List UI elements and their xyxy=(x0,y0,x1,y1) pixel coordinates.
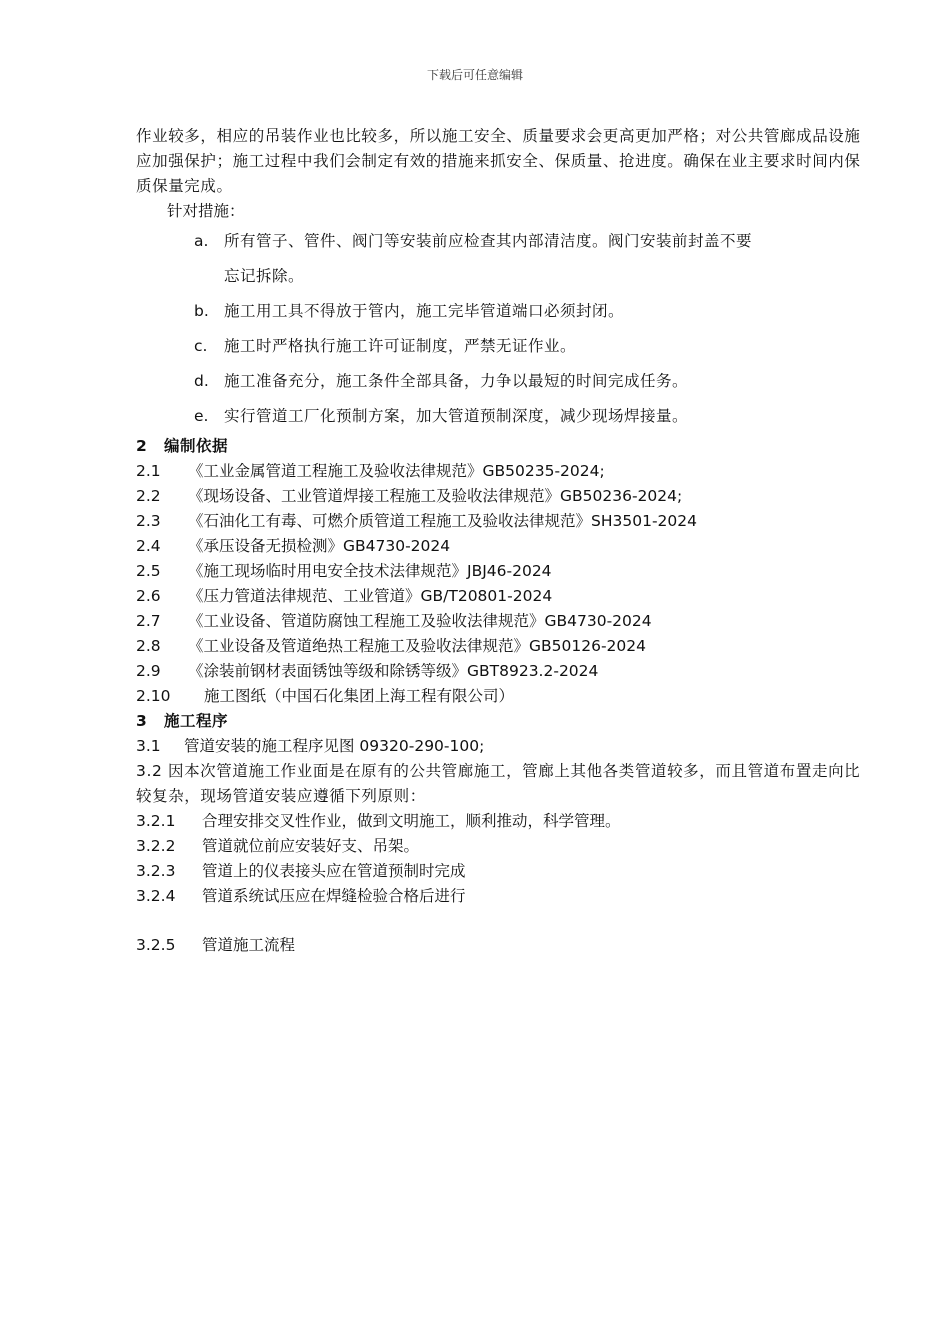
principles-list xyxy=(136,809,866,909)
list-item xyxy=(136,933,866,958)
item-number: 3.1 xyxy=(136,737,161,755)
list-item-text: 施工用工具不得放于管内，施工完毕管道端口必须封闭。 xyxy=(224,302,625,320)
list-item xyxy=(136,834,866,859)
list-item xyxy=(136,399,866,434)
section-3-title xyxy=(136,709,866,734)
item-number: 3.2.1 xyxy=(136,812,176,830)
list-item xyxy=(136,809,866,834)
section-title-text: 编制依据 xyxy=(164,437,229,455)
step-paragraph: 3.2 因本次管道施工作业面是在原有的公共管廊施工，管廊上其他各类管道较多，而且管道布置走向比较复杂，现场管道安装应遵循下列原则： xyxy=(136,762,861,805)
header-note: 下载后可任意编辑 xyxy=(426,68,523,82)
list-item xyxy=(136,509,866,534)
list-item-letter: e. xyxy=(194,407,209,425)
list-item-text xyxy=(224,224,866,294)
list-item xyxy=(136,459,866,484)
item-text: 管道上的仪表接头应在管道预制时完成 xyxy=(202,862,466,880)
list-item xyxy=(136,884,866,909)
item-number: 3.2.4 xyxy=(136,887,176,905)
list-item-letter: a. xyxy=(194,232,209,250)
list-item xyxy=(136,634,866,659)
item-text: 《工业设备及管道绝热工程施工及验收法律规范》GB50126-2024 xyxy=(188,637,646,655)
item-text: 《压力管道法律规范、工业管道》GB/T20801-2024 xyxy=(188,587,553,605)
list-item-text: 施工时严格执行施工许可证制度，严禁无证作业。 xyxy=(224,337,577,355)
item-text: 《承压设备无损检测》GB4730-2024 xyxy=(188,537,451,555)
list-item xyxy=(136,659,866,684)
item-number: 2.2 xyxy=(136,487,161,505)
list-item-line: 所有管子、管件、阀门等安装前应检查其内部清洁度。阀门安装前封盖不要 xyxy=(224,232,753,250)
item-number: 2.1 xyxy=(136,462,161,480)
section-2-title xyxy=(136,434,866,459)
item-number: 3.2.2 xyxy=(136,837,176,855)
reference-list xyxy=(136,459,866,709)
item-number: 2.9 xyxy=(136,662,161,680)
item-text: 管道施工流程 xyxy=(202,936,296,954)
list-item-text: 施工准备充分，施工条件全部具备，力争以最短的时间完成任务。 xyxy=(224,372,689,390)
measures-label: 针对措施： xyxy=(167,202,245,220)
item-number: 2.5 xyxy=(136,562,161,580)
list-item xyxy=(136,484,866,509)
item-number: 2.7 xyxy=(136,612,161,630)
item-number: 2.3 xyxy=(136,512,161,530)
section-title-text: 施工程序 xyxy=(164,712,229,730)
item-number: 3.2.5 xyxy=(136,936,176,954)
document-body xyxy=(136,124,866,958)
list-item xyxy=(136,294,866,329)
item-text: 《涂装前钢材表面锈蚀等级和除锈等级》GBT8923.2-2024 xyxy=(188,662,599,680)
item-number: 3.2.3 xyxy=(136,862,176,880)
item-text: 《石油化工有毒、可燃介质管道工程施工及验收法律规范》SH3501-2024 xyxy=(188,512,697,530)
item-text: 合理安排交叉性作业，做到文明施工，顺利推动，科学管理。 xyxy=(202,812,621,830)
list-item-letter: b. xyxy=(194,302,209,320)
spacer xyxy=(136,909,866,933)
list-item-text: 实行管道工厂化预制方案，加大管道预制深度，减少现场焊接量。 xyxy=(224,407,689,425)
list-item xyxy=(136,224,866,294)
list-item xyxy=(136,364,866,399)
measures-list xyxy=(136,224,866,434)
list-item xyxy=(136,684,866,709)
section-number: 2 xyxy=(136,437,148,455)
item-text: 《工业设备、管道防腐蚀工程施工及验收法律规范》GB4730-2024 xyxy=(188,612,652,630)
list-item xyxy=(136,609,866,634)
list-item xyxy=(136,534,866,559)
item-text: 《施工现场临时用电安全技术法律规范》JBJ46-2024 xyxy=(188,562,552,580)
intro-paragraph: 作业较多，相应的吊装作业也比较多，所以施工安全、质量要求会更高更加严格；对公共管廊成品设施应加强保护；施工过程中我们会制定有效的措施来抓安全、保质量、抢进度。确保在业主要求时间内保质保量完成。 xyxy=(136,127,861,195)
item-text: 施工图纸（中国石化集团上海工程有限公司） xyxy=(204,687,515,705)
item-text: 管道就位前应安装好支、吊架。 xyxy=(202,837,420,855)
item-text: 《现场设备、工业管道焊接工程施工及验收法律规范》GB50236-2024; xyxy=(188,487,683,505)
list-item-letter: d. xyxy=(194,372,209,390)
item-number: 2.8 xyxy=(136,637,161,655)
list-item xyxy=(136,584,866,609)
list-item-line: 忘记拆除。 xyxy=(224,267,305,285)
list-item xyxy=(136,859,866,884)
section-number: 3 xyxy=(136,712,148,730)
list-item xyxy=(136,559,866,584)
list-item-letter: c. xyxy=(194,337,208,355)
item-text: 管道系统试压应在焊缝检验合格后进行 xyxy=(202,887,466,905)
item-number: 2.10 xyxy=(136,687,171,705)
item-text: 《工业金属管道工程施工及验收法律规范》GB50235-2024; xyxy=(188,462,605,480)
list-item xyxy=(136,734,866,759)
item-text: 管道安装的施工程序见图 09320-290-100; xyxy=(184,737,485,755)
item-number: 2.6 xyxy=(136,587,161,605)
list-item xyxy=(136,329,866,364)
item-number: 2.4 xyxy=(136,537,161,555)
